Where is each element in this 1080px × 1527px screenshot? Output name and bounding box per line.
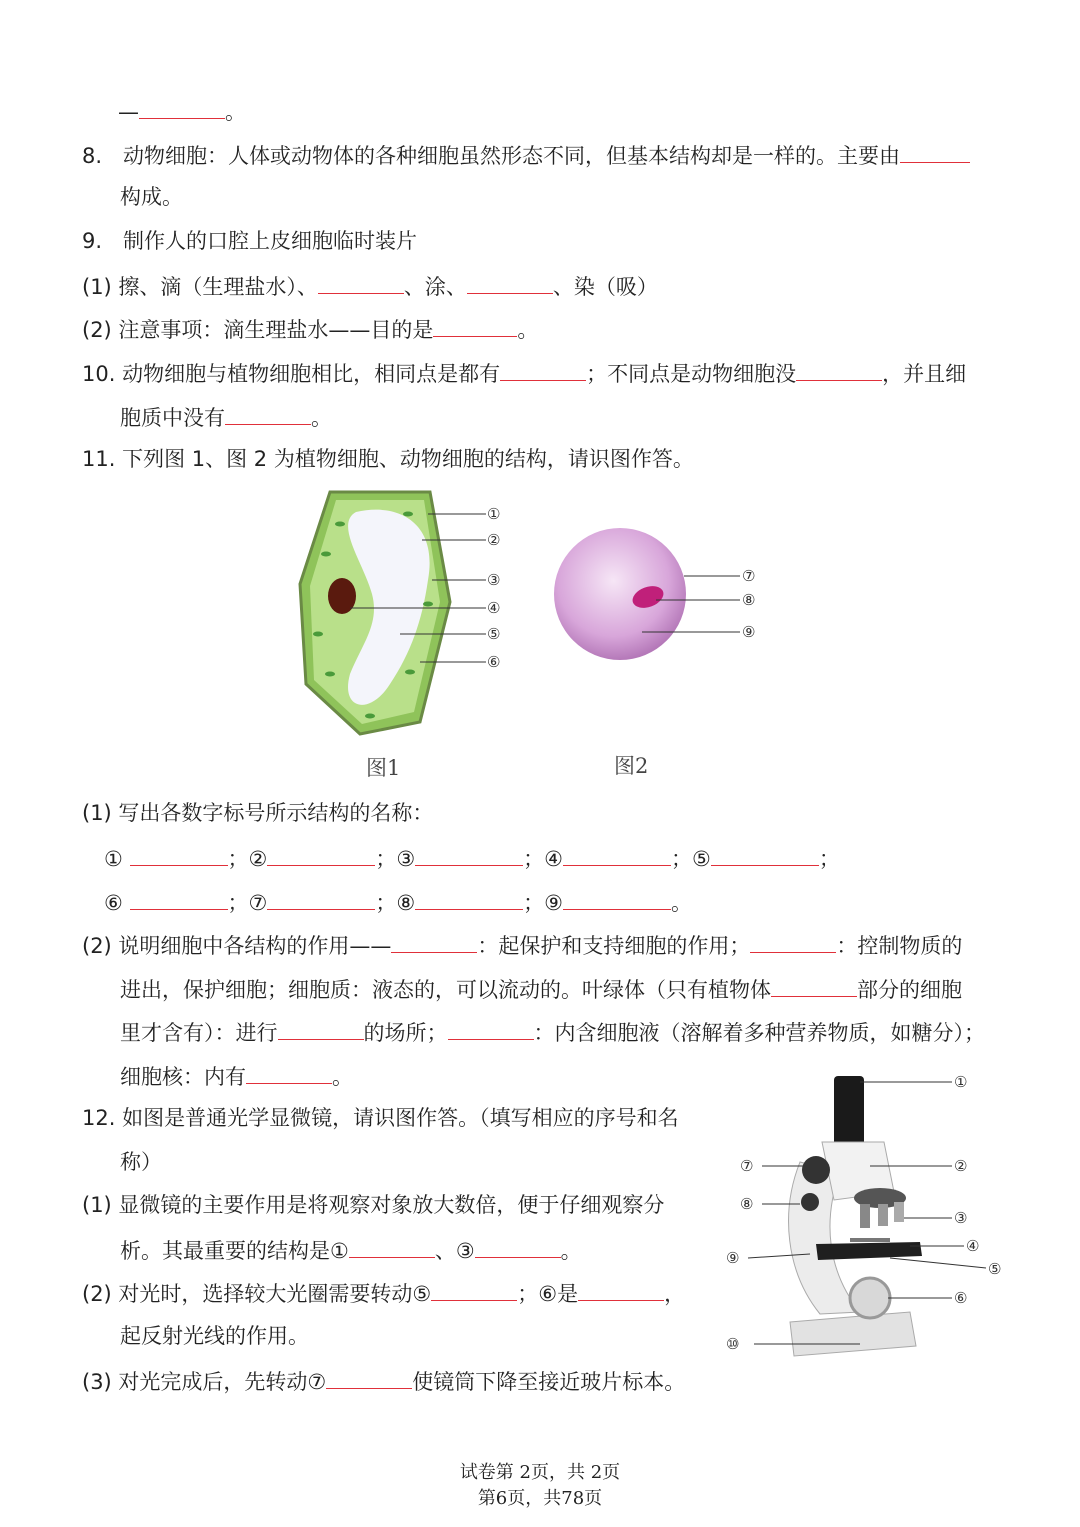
q10-e: 。 [311, 406, 332, 430]
answer-blank[interactable] [326, 1366, 412, 1389]
row1-end: ； [818, 847, 840, 871]
footer-exam-page: 试卷第 2页，共 2页 [459, 1462, 621, 1483]
q10-d: 胞质中没有 [120, 406, 225, 430]
q9-title: 9. 制作人的口腔上皮细胞临时装片 [82, 229, 418, 253]
answer-blank[interactable] [467, 271, 553, 294]
fig2-caption: 图2 [614, 754, 649, 778]
fig2-label-7: ⑦ [742, 567, 756, 585]
plant-nucleus [328, 578, 356, 614]
q12-title2: 称） [120, 1150, 162, 1174]
scope-label-4: ④ [966, 1237, 980, 1255]
scope-label-3: ③ [954, 1209, 968, 1227]
q12-p2-line2: 起反射光线的作用。 [120, 1324, 309, 1348]
q12-p2-line1 [82, 1278, 685, 1308]
q9-p2-b: 。 [517, 318, 539, 342]
row2-label-8: ；⑧ [375, 891, 416, 915]
answer-blank[interactable] [415, 843, 523, 866]
row2-label-9: ；⑨ [523, 891, 563, 915]
answer-blank[interactable] [448, 1017, 534, 1040]
q10-c: ，并且细 [882, 362, 967, 386]
scope-label-1: ① [954, 1073, 968, 1091]
answer-blank[interactable] [900, 140, 970, 163]
q7-tail [118, 96, 246, 126]
row1-label-5: ；⑤ [671, 847, 711, 871]
scope-label-8: ⑧ [740, 1195, 754, 1213]
row2-label-7: ；⑦ [227, 891, 268, 915]
answer-blank[interactable] [349, 1235, 435, 1258]
answer-blank[interactable] [391, 930, 477, 953]
row1-label-1: ① [104, 847, 123, 871]
objective-lens [860, 1204, 870, 1228]
row1-label-3: ；③ [375, 847, 416, 871]
answer-blank[interactable] [796, 358, 882, 381]
answer-blank[interactable] [246, 1061, 332, 1084]
q11-p2-l1-a: (2) 说明细胞中各结构的作用—— [82, 934, 392, 958]
q12-p1-l2-c: 。 [560, 1239, 582, 1263]
q8-line2: 构成。 [120, 185, 183, 209]
scope-label-5: ⑤ [988, 1260, 1002, 1278]
q11-p2-line3 [120, 1017, 985, 1047]
q12-p3-b: 使镜筒下降至接近玻片标本。 [412, 1370, 686, 1394]
mirror [850, 1278, 890, 1318]
row2-end: 。 [671, 891, 692, 915]
q9-p1-c: 、染（吸） [552, 275, 658, 299]
answer-blank[interactable] [750, 930, 836, 953]
fig1-caption: 图1 [366, 756, 401, 780]
q9-p1-b: 、涂、 [403, 275, 467, 299]
fig1-label-6: ⑥ [487, 653, 501, 671]
q10-a: 10. 动物细胞与植物细胞相比，相同点是都有 [82, 362, 501, 386]
q11-p2-l1-c: ：控制物质的 [836, 934, 963, 958]
fine-adjuster [801, 1193, 819, 1211]
fig2-label-8: ⑧ [742, 591, 756, 609]
q9-part1 [82, 271, 658, 301]
q11-title: 11. 下列图 1、图 2 为植物细胞、动物细胞的结构，请识图作答。 [82, 447, 694, 471]
animal-cell-figure [552, 520, 782, 670]
q12-p1-l2-a: 析。其最重要的结构是① [120, 1239, 349, 1263]
q12-p1-line2 [120, 1235, 582, 1265]
q10-line2 [120, 402, 332, 432]
answer-blank[interactable] [563, 887, 671, 910]
fig2-label-9: ⑨ [742, 623, 756, 641]
q11-p1-title: (1) 写出各数字标号所示结构的名称： [82, 801, 434, 825]
coarse-adjuster [802, 1156, 830, 1184]
scope-label-7: ⑦ [740, 1157, 754, 1175]
q11-p2-l3-a: 里才含有）：进行 [120, 1021, 278, 1045]
q11-p2-l3-b: 的场所； [363, 1021, 448, 1045]
q10-line1 [82, 358, 966, 388]
answer-blank[interactable] [500, 358, 586, 381]
q9-p2-a: (2) 注意事项：滴生理盐水——目的是 [82, 318, 434, 342]
answer-blank[interactable] [278, 1017, 364, 1040]
q11-row1 [104, 843, 840, 873]
row2-label-6: ⑥ [104, 891, 123, 915]
row1-label-2: ；② [227, 847, 268, 871]
q11-p2-line4 [120, 1061, 353, 1091]
answer-blank[interactable] [267, 887, 375, 910]
q11-p2-l2-b: 部分的细胞 [857, 978, 962, 1002]
answer-blank[interactable] [318, 271, 404, 294]
fig1-label-5: ⑤ [487, 625, 501, 643]
answer-blank[interactable] [130, 887, 228, 910]
microscope-base [790, 1312, 916, 1356]
q9-part2 [82, 314, 538, 344]
eyepiece [834, 1076, 864, 1148]
answer-blank[interactable] [225, 402, 311, 425]
q7-prefix: — [118, 100, 139, 124]
scope-label-9: ⑨ [726, 1249, 740, 1267]
q12-p2-l1-c: ， [664, 1282, 686, 1306]
q12-p1-l2-b: 、③ [434, 1239, 475, 1263]
q11-p2-l3-c: ：内含细胞液（溶解着多种营养物质，如糖分）； [533, 1021, 985, 1045]
answer-blank[interactable] [711, 843, 819, 866]
q11-p2-l4-a: 细胞核：内有 [120, 1065, 246, 1089]
animal-cell-body [554, 528, 686, 660]
q8-text: 8. 动物细胞：人体或动物体的各种细胞虽然形态不同，但基本结构却是一样的。主要由 [82, 144, 901, 168]
q7-suffix: 。 [225, 100, 246, 124]
answer-blank[interactable] [563, 843, 671, 866]
stage-clip [850, 1238, 890, 1242]
fig1-label-2: ② [487, 531, 501, 549]
q12-title1: 12. 如图是普通光学显微镜，请识图作答。（填写相应的序号和名 [82, 1106, 679, 1130]
q9-p1-a: (1) 擦、滴（生理盐水）、 [82, 275, 318, 299]
q12-p3 [82, 1366, 685, 1396]
fig1-label-4: ④ [487, 599, 501, 617]
answer-blank[interactable] [415, 887, 523, 910]
microscope-figure [710, 1062, 1020, 1372]
answer-blank[interactable] [431, 1278, 517, 1301]
q12-p2-l1-a: (2) 对光时，选择较大光圈需要转动⑤ [82, 1282, 432, 1306]
scope-label-6: ⑥ [954, 1289, 968, 1307]
footer-doc-page: 第6页，共78页 [477, 1488, 603, 1509]
q8-line1 [82, 140, 970, 170]
q12-p2-l1-b: ；⑥是 [517, 1282, 579, 1306]
answer-blank[interactable] [130, 843, 228, 866]
answer-blank[interactable] [433, 314, 517, 337]
plant-cell-figure [290, 484, 530, 754]
q11-row2 [104, 887, 692, 917]
answer-blank[interactable] [578, 1278, 664, 1301]
fig1-label-3: ③ [487, 571, 501, 589]
scope-label-10: ⑩ [726, 1335, 740, 1353]
row1-label-4: ；④ [523, 847, 563, 871]
scope-label-2: ② [954, 1157, 968, 1175]
answer-blank[interactable] [475, 1235, 561, 1258]
q11-p2-l4-b: 。 [332, 1065, 353, 1089]
q11-p2-l1-b: ：起保护和支持细胞的作用； [477, 934, 751, 958]
q10-b: ；不同点是动物细胞没 [586, 362, 797, 386]
q11-p2-line2 [120, 974, 962, 1004]
stage [816, 1242, 922, 1260]
fig1-label-1: ① [487, 505, 501, 523]
answer-blank[interactable] [771, 974, 857, 997]
q11-p2-l2-a: 进出，保护细胞；细胞质：液态的，可以流动的。叶绿体（只有植物体 [120, 978, 771, 1002]
q12-p1-line1: (1) 显微镜的主要作用是将观察对象放大数倍，便于仔细观察分 [82, 1193, 665, 1217]
q12-p3-a: (3) 对光完成后，先转动⑦ [82, 1370, 327, 1394]
q11-p2-line1 [82, 930, 962, 960]
answer-blank[interactable] [139, 96, 225, 119]
answer-blank[interactable] [267, 843, 375, 866]
